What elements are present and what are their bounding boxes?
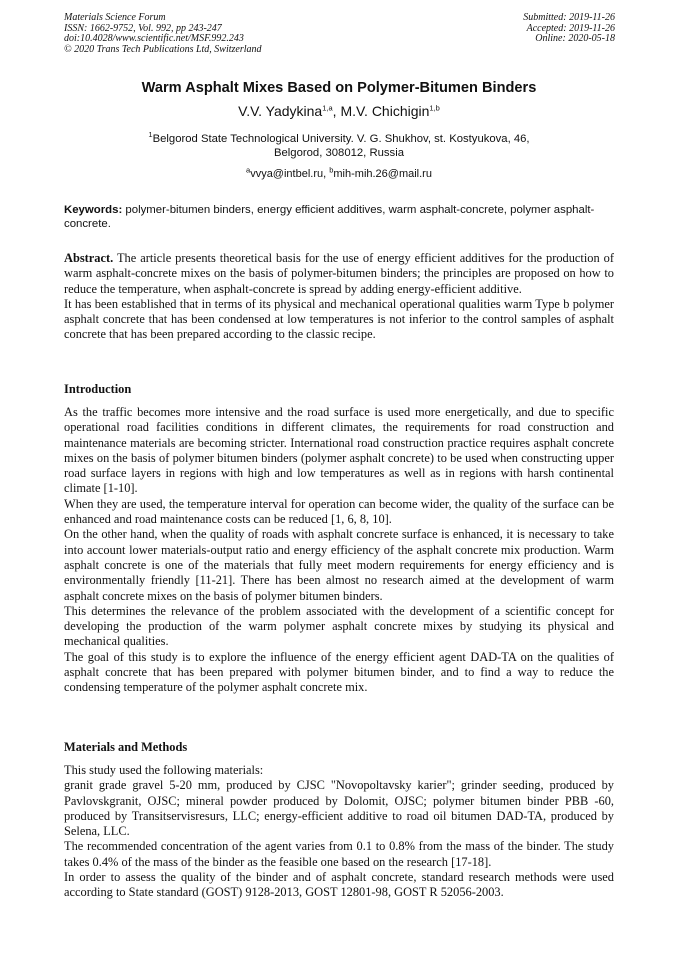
affiliation-line-1: Belgorod State Technological University. V. G. Shukhov, st. Kostyukova, 46, xyxy=(152,133,530,145)
email-line xyxy=(0,165,678,180)
body-paragraph: As the traffic becomes more intensive and the road surface is used more energetically, and due to specific operational road facilities conditions in different climates, the requirements for road construction and maintenance materials are becoming stricter. International road construction practice requires asphalt concrete mixes on the basis of polymer bitumen binders (polymer asphalt concrete) to be used when constructing upper road surface layers in regions with high and low temperatures as well as in regions with harsh continental climate [1-10]. xyxy=(64,405,614,496)
publication-info xyxy=(64,13,262,56)
body-paragraph: The goal of this study is to explore the influence of the energy efficient agent DAD-TA on the qualities of asphalt concrete that has been prepared with polymer bitumen binder, and to find a way to reduce the condensing temperature of the polymer asphalt concrete mix. xyxy=(64,649,614,695)
copyright-line: © 2020 Trans Tech Publications Ltd, Switzerland xyxy=(64,44,262,56)
materials-methods-body xyxy=(64,763,614,901)
affiliation-superscript: 1 xyxy=(148,130,153,140)
body-paragraph: When they are used, the temperature interval for operation can become wider, the quality of the surface can be enhanced and road maintenance costs can be reduced [1, 6, 8, 10]. xyxy=(64,496,614,527)
abstract-section xyxy=(64,251,614,343)
author-line xyxy=(0,103,678,119)
body-paragraph: granit grade gravel 5-20 mm, produced by CJSC "Novopoltavsky karier"; grinder seeding, produced by Pavlovskgranit, OJSC; mineral powder produced by Dolomit, OJSC; polymer bitumen binder PBB -60, produced by Transitservisresurs, LLC; energy-efficient additive to road oil bitumen DAD-TA, produced by Selena, LLC. xyxy=(64,778,614,839)
introduction-body xyxy=(64,405,614,696)
keywords-label: Keywords: xyxy=(64,204,123,216)
email-superscript: a xyxy=(246,165,251,175)
publication-dates xyxy=(523,13,615,45)
author-name: V.V. Yadykina xyxy=(238,103,323,119)
keywords-section xyxy=(64,203,614,231)
abstract-text: The article presents theoretical basis for the use of energy efficient additives for the production of warm asphalt-concrete mixes on the basis of polymer-bitumen binders; the principles are proposed on how to reduce the temperature, when asphalt-concrete is spread by adding energy-efficient additive. xyxy=(64,251,614,296)
body-paragraph: On the other hand, when the quality of roads with asphalt concrete surface is enhanced, it is necessary to take into account lower materials-output ratio and energy efficiency of the asphalt concrete mix production. Warm asphalt concrete is one of the materials that fully meet modern requirements for energy efficiency and is environmentally friendly [11-21]. There has been almost no research aimed at the development of warm asphalt concrete mixes on the basis of polymer bitumen binders. xyxy=(64,527,614,603)
author-name: M.V. Chichigin xyxy=(340,103,430,119)
body-paragraph: In order to assess the quality of the binder and of asphalt concrete, standard research methods were used according to State standard (GOST) 9128-2013, GOST 12801-98, GOST R 52056-2003. xyxy=(64,870,614,900)
journal-name: Materials Science Forum xyxy=(64,12,166,23)
email-superscript: b xyxy=(329,165,334,175)
body-paragraph: The recommended concentration of the agent varies from 0.1 to 0.8% from the mass of the binder. The study takes 0.4% of the mass of the binder as the feasible one based on the research [17-18]. xyxy=(64,839,614,869)
introduction-heading: Introduction xyxy=(64,382,132,396)
abstract-paragraph: It has been established that in terms of its physical and mechanical operational qualities warm Type b polymer asphalt concrete that has been condensed at low temperatures is not inferior to the control samples of asphalt concrete that has been prepared according to the classic recipe. xyxy=(64,296,614,342)
doi-line[interactable]: doi:10.4028/www.scientific.net/MSF.992.243 xyxy=(64,33,244,45)
email-link[interactable]: vvya@intbel.ru, xyxy=(250,168,330,180)
submitted-date: Submitted: 2019-11-26 xyxy=(523,12,615,23)
abstract-paragraph xyxy=(64,251,614,297)
affiliation xyxy=(0,132,678,160)
affiliation-line-2: Belgorod, 308012, Russia xyxy=(273,147,404,159)
keywords-text: polymer-bitumen binders, energy efficient additives, warm asphalt-concrete, polymer asphalt-concrete. xyxy=(64,204,595,231)
email-link[interactable]: mih-mih.26@mail.ru xyxy=(333,168,432,180)
body-paragraph: This study used the following materials: xyxy=(64,763,264,777)
abstract-label: Abstract. xyxy=(64,251,114,265)
author-superscript: 1,a xyxy=(322,103,333,113)
paper-title: Warm Asphalt Mixes Based on Polymer-Bitumen Binders xyxy=(141,80,537,96)
author-separator: , xyxy=(332,103,341,119)
author-superscript: 1,b xyxy=(429,103,440,113)
accepted-date: Accepted: 2019-11-26 xyxy=(526,22,615,34)
materials-methods-heading: Materials and Methods xyxy=(64,740,188,754)
body-paragraph: This determines the relevance of the problem associated with the development of a scientific concept for developing the production of the warm polymer asphalt concrete mixes by studying its physical and mechanical qualities. xyxy=(64,603,614,649)
online-date: Online: 2020-05-18 xyxy=(535,33,615,45)
issn-line: ISSN: 1662-9752, Vol. 992, pp 243-247 xyxy=(64,22,222,34)
